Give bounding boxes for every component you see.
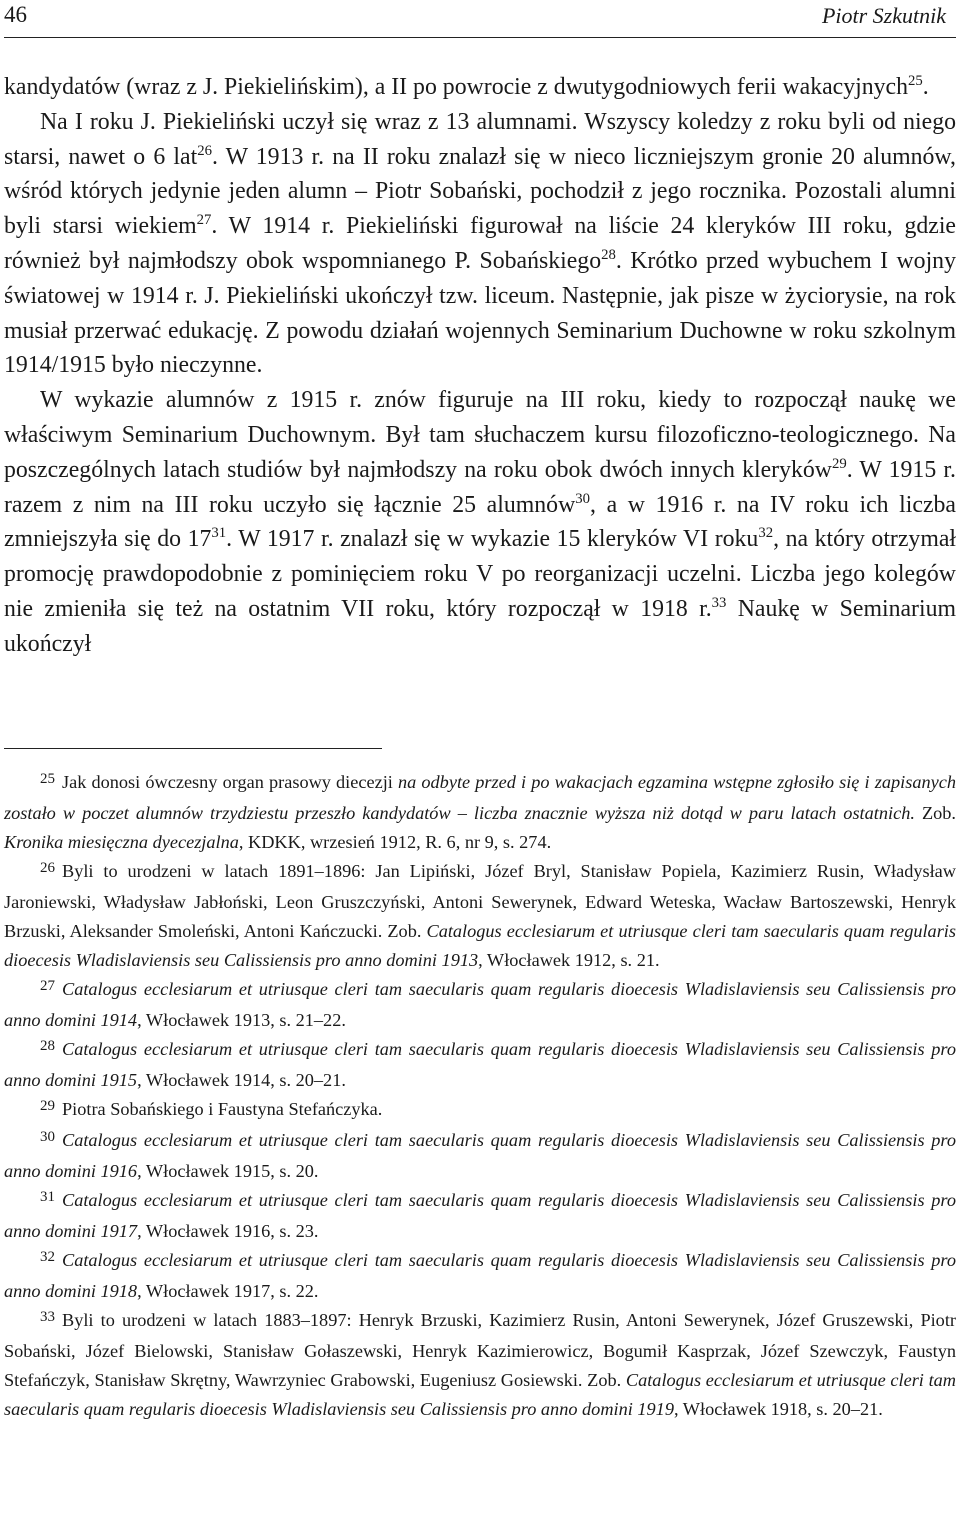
footnote-ref[interactable]: 32: [758, 525, 774, 542]
text-run: , Włocławek 1917, s. 22.: [137, 1281, 319, 1301]
footnote-31: [4, 1186, 956, 1246]
footnote-27: [4, 975, 956, 1035]
footnote-ref[interactable]: 25: [908, 73, 923, 90]
text-run: W wykazie alumnów z 1915 r. znów figuruje na III roku, kiedy to rozpoczął naukę we właściwym Seminarium Duchownym. Był tam słuchaczem kursu filozoficzno-teologicznego. Na poszczególnych latach studiów był najmłodszy na roku obok dwóch innych kleryków: [4, 387, 956, 483]
footnote-33: [4, 1306, 956, 1424]
text-run: Byli to urodzeni w latach 1883–1897: Henryk Brzuski, Kazimierz Rusin, Antoni Sewerynek, Józef Gruszewski, Piotr Sobański, Józef Bielowski, Stanisław Gołaszewski, Henryk Kazimierowicz, Bogumił Kasprzak, Józef Szewczyk, Faustyn Stefańczyk, Stanisław Skrętny, Wawrzyniec Grabowski, Eugeniusz Gosiewski. Zob.: [4, 1310, 956, 1390]
source-title: Catalogus ecclesiarum et utriusque cleri tam saecularis quam regularis dioecesis Wladislaviensis seu Calissiensis pro anno domini 1913: [4, 921, 957, 970]
header-rule: [4, 37, 956, 38]
text-run: Na I roku J. Piekieliński uczył się wraz z 13 alumnami. Wszyscy koledzy z roku byli od niego starsi, nawet o 6 lat: [4, 108, 956, 170]
footnote-ref[interactable]: 31: [211, 525, 227, 542]
text-run: , Włocławek 1912, s. 21.: [478, 950, 660, 970]
body-text: [4, 70, 956, 662]
footnote-ref[interactable]: 27: [196, 212, 212, 229]
footnote-number: 32: [40, 1248, 55, 1265]
text-run: Piotra Sobańskiego i Faustyna Stefańczyka.: [62, 1099, 383, 1119]
text-run: , a w 1916 r. na IV roku ich liczba zmniejszyła się do 17: [4, 491, 956, 553]
running-head: Piotr Szkutnik: [821, 3, 946, 28]
footnote-28: [4, 1035, 956, 1095]
text-run: , KDKK, wrzesień 1912, R. 6, nr 9, s. 274.: [238, 832, 552, 852]
text-run: Zob.: [914, 803, 956, 823]
footnote-number: 27: [40, 977, 55, 994]
source-title: Kronika miesięczna dyecezjalna: [4, 832, 239, 852]
text-run: , na który otrzymał promocję prawdopodobnie z pominięciem roku V po reorganizacji uczelni. Liczba jego kolegów nie zmieniła się też na ostatnim VII roku, który rozpoczął w 1918 r.: [4, 526, 956, 622]
page-number: 46: [4, 2, 27, 27]
footnote-ref[interactable]: 29: [831, 455, 847, 472]
text-run: . W 1917 r. znalazł się w wykazie 15 kleryków VI roku: [226, 526, 759, 553]
footnote-26: [4, 857, 956, 975]
source-title: Catalogus ecclesiarum et utriusque cleri tam saecularis quam regularis dioecesis Wladislaviensis seu Calissiensis pro anno domini 1916: [4, 1130, 956, 1181]
footnote-25: [4, 768, 956, 857]
text-run: . W 1913 r. na II roku znalazł się w nieco liczniejszym gronie 20 alumnów, wśród których jedynie jeden alumn – Piotr Sobański, pochodził z jego rocznika. Pozostali alumni byli starsi wiekiem: [4, 143, 956, 240]
footnote-32: [4, 1246, 956, 1306]
footnote-number: 33: [40, 1308, 55, 1325]
footnote-number: 26: [40, 859, 55, 876]
text-run: . W 1914 r. Piekieliński figurował na liście 24 kleryków III roku, gdzie również był najmłodszy obok wspomnianego P. Sobańskiego: [4, 213, 956, 274]
footnote-30: [4, 1126, 956, 1186]
text-run: , Włocławek 1915, s. 20.: [137, 1161, 319, 1181]
quotation: na odbyte przed i po wakacjach egzamina wstępne zgłosiło się i zapisanych zostało w poczet alumnów trzydziestu przeszło kandydatów – liczba znacznie wyższa niż dotąd w paru latach ostatnich.: [4, 772, 956, 823]
text-run: kandydatów (wraz z J. Piekielińskim), a II po powrocie z dwutygodniowych ferii wakacyjnych: [4, 74, 909, 100]
source-title: Catalogus ecclesiarum et utriusque cleri tam saecularis quam regularis dioecesis Wladislaviensis seu Calissiensis pro anno domini 1917: [4, 1190, 956, 1241]
footnote-ref[interactable]: 28: [601, 247, 616, 264]
source-title: Catalogus ecclesiarum et utriusque cleri tam saecularis quam regularis dioecesis Wladislaviensis seu Calissiensis pro anno domini 1919: [4, 1370, 956, 1419]
footnote-separator: [4, 748, 382, 749]
text-run: Byli to urodzeni w latach 1891–1896: Jan Lipiński, Józef Bryl, Stanisław Popiela, Kazimierz Rusin, Władysław Jaroniewski, Władysław Jabłoński, Leon Gruszczyński, Antoni Sewerynek, Edward Weteska, Wacław Bartoszewski, Henryk Brzuski, Aleksander Smoleński, Antoni Kańczucki. Zob.: [4, 861, 956, 941]
text-run: Jak donosi ówczesny organ prasowy diecezji: [62, 772, 398, 792]
text-run: , Włocławek 1918, s. 20–21.: [673, 1399, 883, 1419]
footnote-number: 31: [40, 1188, 55, 1205]
paragraph: [4, 70, 956, 105]
footnote-ref[interactable]: 26: [197, 142, 212, 159]
footnote-ref[interactable]: 33: [711, 595, 727, 612]
footnote-number: 25: [40, 770, 55, 787]
footnote-number: 30: [40, 1128, 55, 1145]
footnote-29: [4, 1095, 956, 1126]
text-run: .: [922, 74, 929, 100]
footnote-number: 28: [40, 1037, 55, 1054]
footnote-ref[interactable]: 30: [575, 490, 591, 507]
text-run: , Włocławek 1913, s. 21–22.: [137, 1010, 346, 1030]
text-run: Naukę w Seminarium ukończył: [4, 595, 956, 657]
paragraph: [4, 383, 956, 661]
text-run: , Włocławek 1916, s. 23.: [137, 1221, 319, 1241]
paragraph: [4, 105, 956, 383]
source-title: Catalogus ecclesiarum et utriusque cleri tam saecularis quam regularis dioecesis Wladislaviensis seu Calissiensis pro anno domini 1918: [4, 1250, 956, 1301]
text-run: , Włocławek 1914, s. 20–21.: [137, 1070, 346, 1090]
footnote-number: 29: [40, 1097, 55, 1114]
source-title: Catalogus ecclesiarum et utriusque cleri tam saecularis quam regularis dioecesis Wladislaviensis seu Calissiensis pro anno domini 1914: [4, 979, 956, 1030]
text-run: . Krótko przed wybuchem I wojny światowej w 1914 r. J. Piekieliński ukończył tzw. liceum. Następnie, jak pisze w życiorysie, na rok musiał przerwać edukację. Z powodu działań wojennych Seminarium Duchowne w roku szkolnym 1914/1915 było nieczynne.: [4, 247, 956, 379]
source-title: Catalogus ecclesiarum et utriusque cleri tam saecularis quam regularis dioecesis Wladislaviensis seu Calissiensis pro anno domini 1915: [4, 1039, 956, 1090]
footnotes: [4, 768, 956, 1424]
text-run: . W 1915 r. razem z nim na III roku uczyło się łącznie 25 alumnów: [4, 456, 956, 518]
